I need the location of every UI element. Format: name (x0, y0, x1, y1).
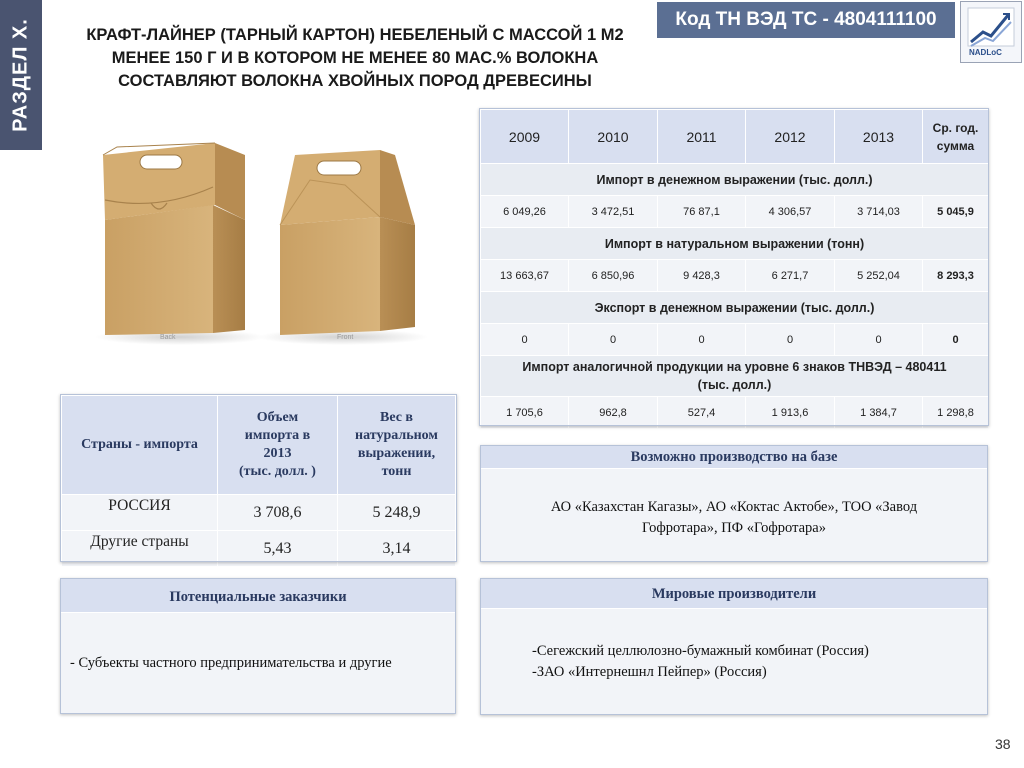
producers-panel (480, 578, 988, 715)
year-cell: 2011 (658, 110, 746, 164)
value-cell: 1 913,6 (746, 397, 835, 429)
photo-label-front: Front (337, 334, 354, 341)
value-cell: 6 049,26 (481, 196, 569, 228)
section-row (481, 228, 989, 260)
country-volume: 3 708,6 (218, 495, 338, 531)
years-row (481, 110, 989, 164)
hs-code-badge: Код ТН ВЭД ТС - 4804111100 (657, 2, 955, 38)
average-label: сумма (936, 138, 975, 153)
page-number: 38 (995, 736, 1011, 752)
average-value-cell: 5 045,9 (923, 196, 989, 228)
average-value-cell: 1 298,8 (923, 397, 989, 429)
country-weight: 5 248,9 (338, 495, 456, 531)
customers-text: - Субъекты частного предпринимательства и другие (70, 655, 392, 671)
value-cell: 0 (746, 324, 835, 356)
analog-import-row (481, 397, 989, 429)
col-volume-line: импорта в (244, 428, 311, 443)
production-panel (480, 445, 988, 562)
value-cell: 13 663,67 (481, 260, 569, 292)
value-cell: 6 271,7 (746, 260, 835, 292)
section-row (481, 164, 989, 196)
value-cell: 76 87,1 (658, 196, 746, 228)
production-line: Гофротара», ПФ «Гофротара» (642, 520, 826, 536)
col-weight-line: выражении, (357, 446, 436, 461)
logo-text: NADLoC (969, 48, 1002, 57)
producers-line: -Сегежский целлюлозно-бумажный комбинат (Россия) (532, 643, 869, 659)
producers-title: Мировые производители (481, 579, 987, 609)
value-cell: 9 428,3 (658, 260, 746, 292)
year-cell: 2012 (746, 110, 835, 164)
import-natural-row (481, 260, 989, 292)
value-cell: 5 252,04 (835, 260, 923, 292)
title-line: КРАФТ-ЛАЙНЕР (ТАРНЫЙ КАРТОН) НЕБЕЛЕНЫЙ С МАССОЙ 1 М2 (86, 26, 624, 44)
export-money-label: Экспорт в денежном выражении (тыс. долл.) (481, 292, 989, 324)
table-row (62, 495, 456, 531)
customers-panel (60, 578, 456, 714)
section-row (481, 292, 989, 324)
col-weight (338, 396, 456, 495)
year-cell: 2010 (569, 110, 658, 164)
value-cell: 527,4 (658, 397, 746, 429)
kraft-bag-image (95, 125, 445, 355)
col-countries: Страны - импорта (62, 396, 218, 495)
photo-label-back: Back (160, 334, 176, 341)
section-row (481, 356, 989, 397)
value-cell: 0 (481, 324, 569, 356)
col-volume-line: (тыс. долл. ) (239, 464, 316, 479)
country-volume: 5,43 (218, 531, 338, 567)
country-name: РОССИЯ (62, 495, 218, 531)
page-title (60, 24, 650, 93)
value-cell: 1 384,7 (835, 397, 923, 429)
year-cell: 2013 (835, 110, 923, 164)
value-cell: 3 714,03 (835, 196, 923, 228)
import-money-label: Импорт в денежном выражении (тыс. долл.) (481, 164, 989, 196)
average-value-cell: 8 293,3 (923, 260, 989, 292)
production-title: Возможно производство на базе (481, 446, 987, 469)
country-name: Другие страны (62, 531, 218, 567)
average-header (923, 110, 989, 164)
value-cell: 0 (569, 324, 658, 356)
average-label: Ср. год. (932, 120, 979, 135)
col-volume-line: 2013 (263, 446, 292, 461)
producers-text (481, 609, 987, 683)
average-value-cell: 0 (923, 324, 989, 356)
analog-label-line: (тыс. долл.) (697, 378, 772, 392)
import-money-row (481, 196, 989, 228)
value-cell: 0 (835, 324, 923, 356)
col-volume-line: Объем (256, 410, 299, 425)
table-row (62, 531, 456, 567)
section-label: РАЗДЕЛ X. (9, 18, 32, 132)
col-weight-line: Вес в (380, 410, 413, 425)
analog-label-line: Импорт аналогичной продукции на уровне 6 знаков ТНВЭД – 480411 (522, 360, 947, 374)
title-line: СОСТАВЛЯЮТ ВОЛОКНА ХВОЙНЫХ ПОРОД ДРЕВЕСИНЫ (118, 72, 592, 90)
value-cell: 6 850,96 (569, 260, 658, 292)
value-cell: 962,8 (569, 397, 658, 429)
producers-line: -ЗАО «Интернешнл Пейпер» (Россия) (532, 664, 767, 680)
company-logo (960, 1, 1022, 63)
product-photo (95, 125, 445, 355)
col-weight-line: натуральном (355, 428, 438, 443)
col-weight-line: тонн (381, 464, 412, 479)
value-cell: 0 (658, 324, 746, 356)
col-volume (218, 396, 338, 495)
countries-header-row (62, 396, 456, 495)
production-line: АО «Казахстан Кагазы», АО «Коктас Актобе», ТОО «Завод (550, 499, 918, 515)
value-cell: 3 472,51 (569, 196, 658, 228)
statistics-table (480, 109, 989, 429)
value-cell: 1 705,6 (481, 397, 569, 429)
production-text (481, 469, 987, 539)
analog-import-label (481, 356, 989, 397)
export-money-row (481, 324, 989, 356)
year-cell: 2009 (481, 110, 569, 164)
country-weight: 3,14 (338, 531, 456, 567)
value-cell: 4 306,57 (746, 196, 835, 228)
customers-title: Потенциальные заказчики (61, 579, 455, 613)
section-tab (0, 0, 42, 150)
countries-table (61, 395, 456, 567)
import-natural-label: Импорт в натуральном выражении (тонн) (481, 228, 989, 260)
title-line: МЕНЕЕ 150 Г И В КОТОРОМ НЕ МЕНЕЕ 80 МАС.% ВОЛОКНА (111, 49, 599, 67)
